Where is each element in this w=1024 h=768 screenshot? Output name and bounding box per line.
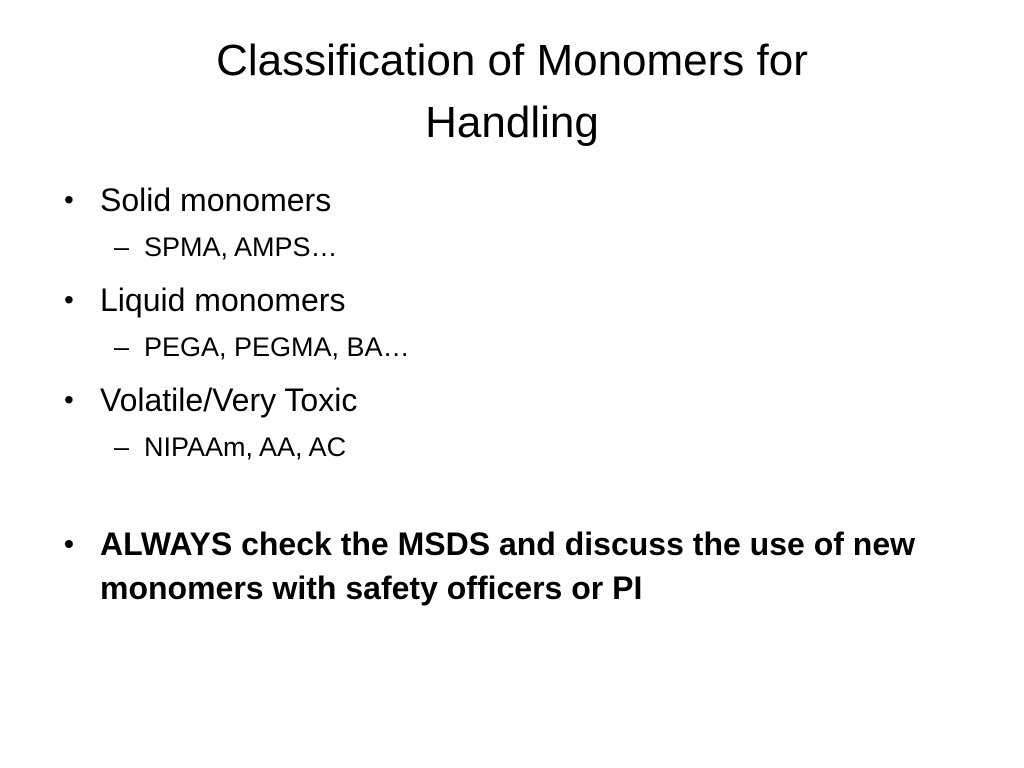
slide-title — [0, 30, 1024, 154]
sub-item-text: PEGA, PEGMA, BA… — [144, 332, 410, 362]
bullet-text: Solid monomers — [100, 182, 332, 218]
bullet-icon: • — [64, 284, 74, 315]
bullet-icon: • — [64, 184, 74, 215]
dash-icon: – — [114, 332, 130, 362]
bullet-item-liquid-monomers — [60, 280, 980, 320]
bullet-text: Liquid monomers — [100, 282, 346, 318]
title-line-1: Classification of Monomers for — [216, 36, 808, 85]
bullet-icon: • — [64, 384, 74, 415]
bullet-icon: • — [64, 528, 74, 559]
bullet-text: Volatile/Very Toxic — [100, 382, 358, 418]
bullet-item-volatile-toxic — [60, 380, 980, 420]
sub-item-liquid-examples — [60, 330, 980, 364]
sub-item-solid-examples — [60, 230, 980, 264]
bullet-item-solid-monomers — [60, 180, 980, 220]
bullet-item-safety-warning — [60, 522, 980, 610]
sub-item-volatile-examples — [60, 430, 980, 464]
warning-text: ALWAYS check the MSDS and discuss the use of new monomers with safety officers or PI — [100, 526, 916, 606]
dash-icon: – — [114, 432, 130, 462]
dash-icon: – — [114, 232, 130, 262]
sub-item-text: SPMA, AMPS… — [144, 232, 338, 262]
slide-body — [60, 180, 980, 610]
sub-item-text: NIPAAm, AA, AC — [144, 432, 347, 462]
title-line-2: Handling — [425, 98, 599, 147]
